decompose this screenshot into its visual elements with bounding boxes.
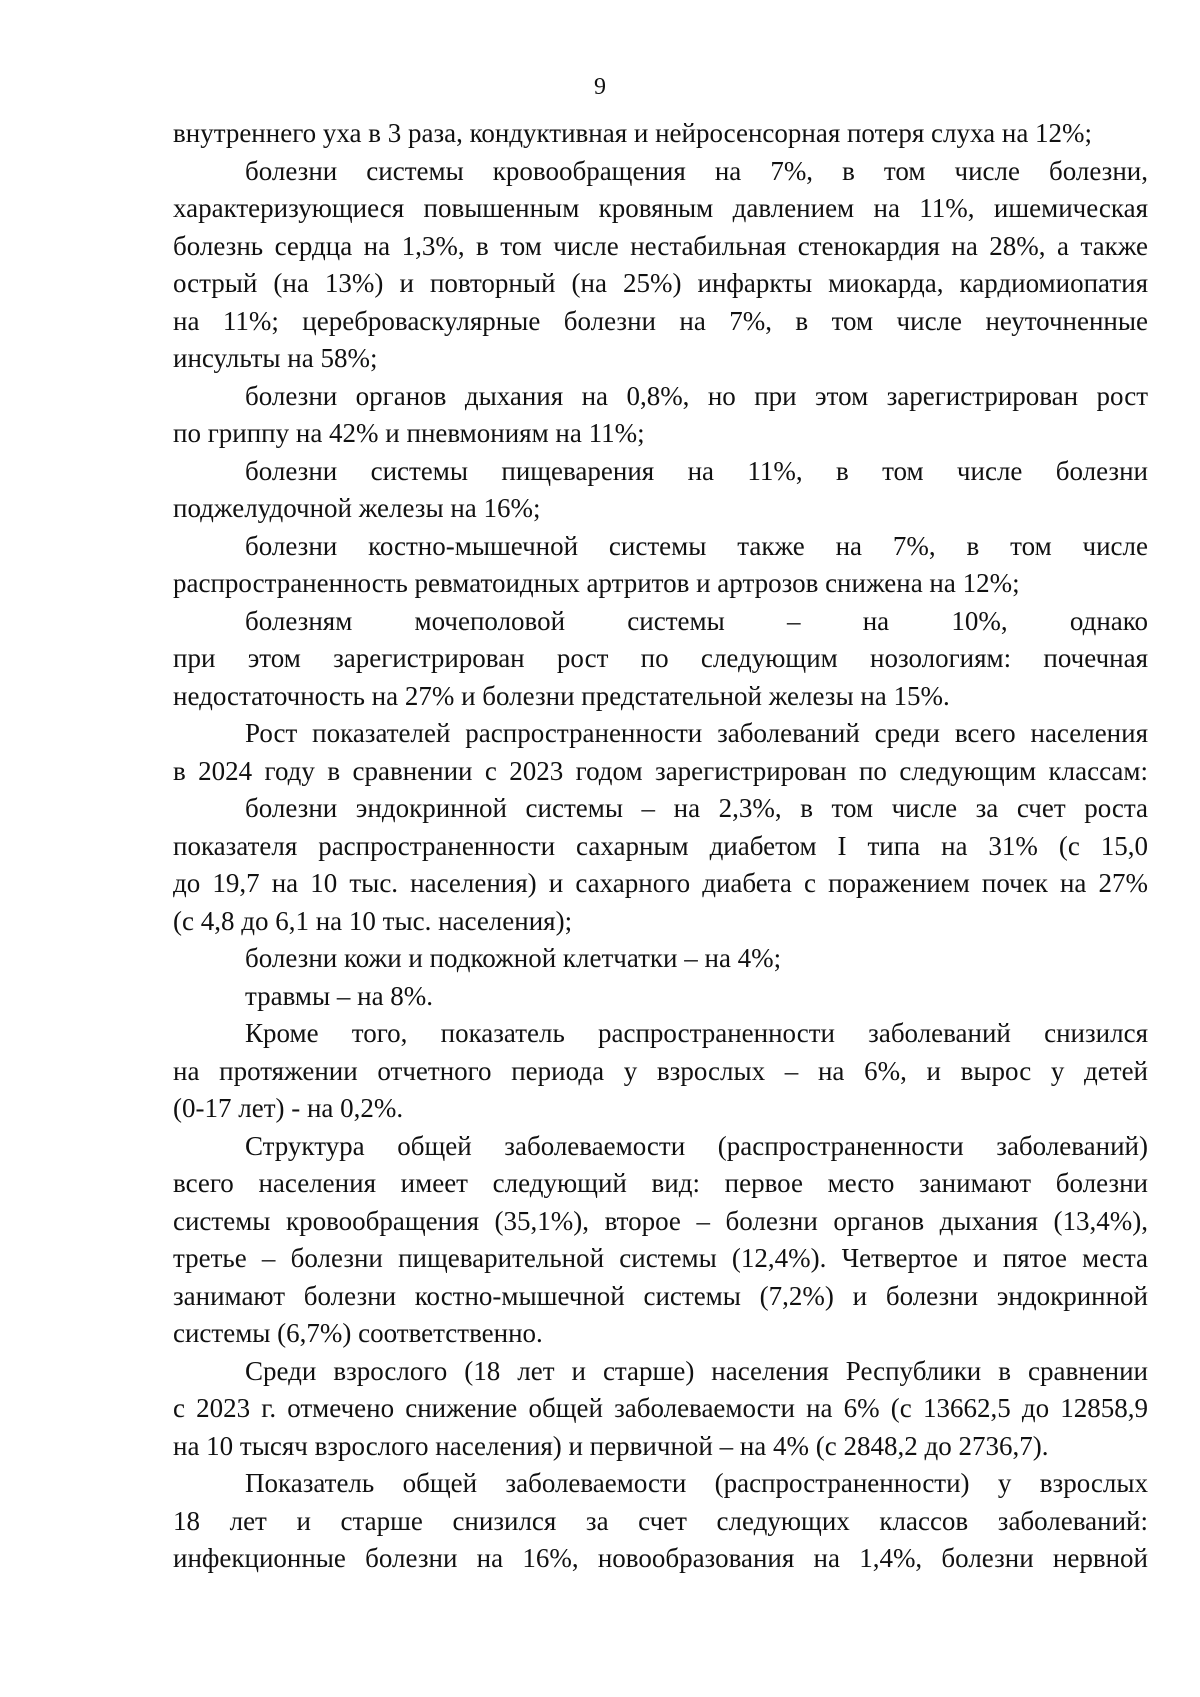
- text-line: травмы – на 8%.: [245, 980, 434, 1011]
- text-line: болезни системы пищеварения на 11%, в том числе болезни: [245, 455, 1148, 486]
- text-line: до 19,7 на 10 тыс. населения) и сахарного диабета с поражением почек на 27%: [173, 868, 1148, 898]
- text-line: на 11%; цереброваскулярные болезни на 7%, в том числе неуточненные: [173, 305, 1148, 336]
- text-line: характеризующиеся повышенным кровяным давлением на 11%, ишемическая: [173, 193, 1148, 223]
- text-line: занимают болезни костно-мышечной системы (7,2%) и болезни эндокринной: [173, 1280, 1148, 1311]
- text-line: Показатель общей заболеваемости (распространенности) у взрослых: [245, 1468, 1148, 1498]
- text-line: болезни кожи и подкожной клетчатки – на 4%;: [245, 943, 782, 973]
- text-line: системы (6,7%) соответственно.: [173, 1318, 543, 1348]
- text-line: системы кровообращения (35,1%), второе – болезни органов дыхания (13,4%),: [173, 1205, 1148, 1236]
- text-line: болезни органов дыхания на 0,8%, но при этом зарегистрирован рост: [245, 380, 1148, 411]
- text-line: третье – болезни пищеварительной системы (12,4%). Четвертое и пятое места: [173, 1243, 1148, 1273]
- text-line: острый (на 13%) и повторный (на 25%) инфаркты миокарда, кардиомиопатия: [173, 268, 1148, 298]
- text-line: инсульты на 58%;: [173, 343, 378, 373]
- page-number: 9: [594, 74, 606, 100]
- text-line: инфекционные болезни на 16%, новообразования на 1,4%, болезни нервной: [173, 1543, 1148, 1573]
- text-line: болезни системы кровообращения на 7%, в том числе болезни,: [245, 155, 1148, 186]
- text-line: с 2023 г. отмечено снижение общей заболеваемости на 6% (с 13662,5 до 12858,9: [173, 1393, 1148, 1423]
- text-line: внутреннего уха в 3 раза, кондуктивная и нейросенсорная потеря слуха на 12%;: [173, 118, 1093, 148]
- text-line: Кроме того, показатель распространенности заболеваний снизился: [245, 1018, 1148, 1048]
- text-line: (0-17 лет) - на 0,2%.: [173, 1093, 404, 1123]
- text-line: Рост показателей распространенности заболеваний среди всего населения: [245, 718, 1148, 748]
- text-line: показателя распространенности сахарным диабетом I типа на 31% (с 15,0: [173, 830, 1148, 861]
- text-line: болезнь сердца на 1,3%, в том числе нестабильная стенокардия на 28%, а также: [173, 230, 1148, 261]
- text-line: при этом зарегистрирован рост по следующим нозологиям: почечная: [173, 643, 1148, 673]
- text-line: (с 4,8 до 6,1 на 10 тыс. населения);: [173, 905, 573, 936]
- text-line: на 10 тысяч взрослого населения) и первичной – на 4% (с 2848,2 до 2736,7).: [173, 1430, 1049, 1461]
- text-line: распространенность ревматоидных артритов и артрозов снижена на 12%;: [173, 568, 1020, 598]
- text-line: Среди взрослого (18 лет и старше) населения Республики в сравнении: [245, 1355, 1148, 1386]
- text-line: всего населения имеет следующий вид: первое место занимают болезни: [173, 1168, 1148, 1198]
- text-line: на протяжении отчетного периода у взрослых – на 6%, и вырос у детей: [173, 1055, 1148, 1086]
- body-text: [173, 115, 1148, 1578]
- text-line: болезни эндокринной системы – на 2,3%, в том числе за счет роста: [245, 793, 1148, 823]
- text-line: в 2024 году в сравнении с 2023 годом зарегистрирован по следующим классам:: [173, 755, 1148, 786]
- text-line: Структура общей заболеваемости (распространенности заболеваний): [245, 1130, 1148, 1161]
- text-line: поджелудочной железы на 16%;: [173, 493, 541, 523]
- text-line: 18 лет и старше снизился за счет следующих классов заболеваний:: [173, 1505, 1148, 1536]
- text-line: болезням мочеполовой системы – на 10%, однако: [245, 605, 1148, 636]
- text-line: недостаточность на 27% и болезни предстательной железы на 15%.: [173, 680, 950, 711]
- text-line: болезни костно-мышечной системы также на 7%, в том числе: [245, 530, 1148, 561]
- text-line: по гриппу на 42% и пневмониям на 11%;: [173, 418, 645, 448]
